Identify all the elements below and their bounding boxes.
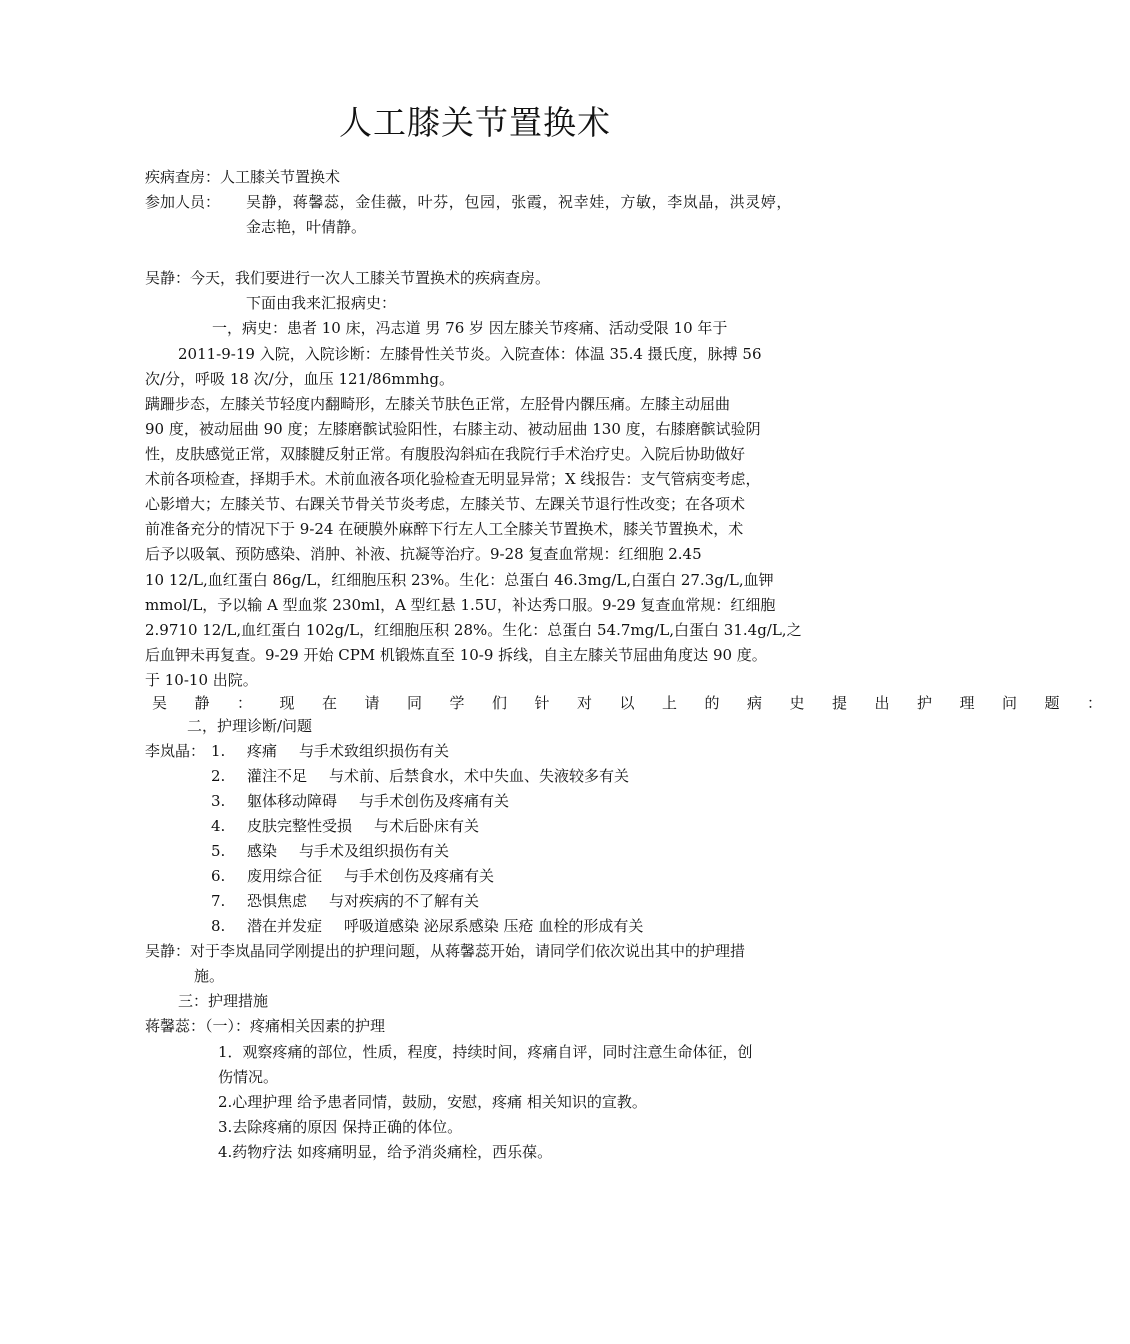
diagnosis-number: 1. <box>211 742 226 760</box>
measure-line: 3.去除疼痛的原因 保持正确的体位。 <box>218 1118 463 1136</box>
measures-intro: 蒋馨蕊：（一）：疼痛相关因素的护理 <box>145 1017 386 1035</box>
measure-line: 1．观察疼痛的部位，性质，程度，持续时间，疼痛自评，同时注意生命体征，创 <box>218 1043 753 1061</box>
diagnosis-number: 6. <box>211 867 226 885</box>
history-line: 次/分，呼吸 18 次/分，血压 121/86mmhg。 <box>145 370 454 388</box>
diagnosis-number: 4. <box>211 817 226 835</box>
measures-prompt-line2: 施。 <box>194 967 225 985</box>
history-line: 术前各项检查，择期手术。术前血液各项化验检查无明显异常；X 线报告：支气管病变考虑， <box>145 470 761 488</box>
history-line: 后予以吸氧、预防感染、消肿、补液、抗凝等治疗。9-28 复查血常规：红细胞 2.45 <box>145 545 702 563</box>
diagnosis-item <box>211 889 479 914</box>
history-line: 一，病史：患者 10 床，冯志道 男 76 岁 因左膝关节疼痛、活动受限 10 年于 <box>212 319 728 337</box>
measures-prompt-line1: 吴静：对于李岚晶同学刚提出的护理问题，从蒋馨蕊开始，请同学们依次说出其中的护理措 <box>145 942 746 960</box>
diagnosis-cause: 与手术创伤及疼痛有关 <box>344 867 495 885</box>
diagnosis-cause: 与术前、后禁食水，术中失血、失液较多有关 <box>329 767 630 785</box>
section2-heading: 二，护理诊断/问题 <box>187 717 313 735</box>
diagnosis-item <box>211 764 629 789</box>
diagnosis-name: 潜在并发症 <box>247 917 323 935</box>
diagnosis-name: 皮肤完整性受损 <box>247 817 353 835</box>
diagnosis-item <box>211 839 449 864</box>
participants-label: 参加人员： <box>145 193 221 211</box>
diagnosis-number: 7. <box>211 892 226 910</box>
diagnosis-cause: 与手术创伤及疼痛有关 <box>359 792 510 810</box>
diagnoses-speaker: 李岚晶： <box>145 742 206 760</box>
history-line: 2011-9-19 入院，入院诊断：左膝骨性关节炎。入院查体：体温 35.4 摄氏度，脉搏 56 <box>178 345 762 363</box>
diagnosis-name: 感染 <box>247 842 278 860</box>
section3-heading: 三：护理措施 <box>178 992 269 1010</box>
history-line: 蹒跚步态，左膝关节轻度内翻畸形，左膝关节肤色正常，左胫骨内髁压痛。左膝主动屈曲 <box>145 395 731 413</box>
history-line: 10 12/L,血红蛋白 86g/L，红细胞压积 23%。生化：总蛋白 46.3mg/L,白蛋白 27.3g/L,血钾 <box>145 571 774 589</box>
measure-line: 2.心理护理 给予患者同情，鼓励，安慰，疼痛 相关知识的宣教。 <box>218 1093 647 1111</box>
diagnosis-name: 躯体移动障碍 <box>247 792 338 810</box>
diagnosis-item <box>211 739 449 764</box>
problems-prompt: 吴静：现在请同学们针对以上的病史提出护理问题： <box>152 694 1130 712</box>
history-line: 90 度，被动屈曲 90 度；左膝磨髌试验阳性，右膝主动、被动屈曲 130 度，右膝磨髌试验阴 <box>145 420 761 438</box>
diagnosis-item <box>211 864 494 889</box>
diagnosis-name: 疼痛 <box>247 742 278 760</box>
history-line: 性，皮肤感觉正常，双膝腱反射正常。有腹股沟斜疝在我院行手术治疗史。入院后协助做好 <box>145 445 746 463</box>
diagnosis-number: 3. <box>211 792 226 810</box>
diagnosis-cause: 与对疾病的不了解有关 <box>329 892 480 910</box>
diagnosis-number: 2. <box>211 767 226 785</box>
diagnosis-item <box>211 789 509 814</box>
diagnosis-cause: 与手术及组织损伤有关 <box>299 842 450 860</box>
diagnosis-cause: 与术后卧床有关 <box>374 817 480 835</box>
intro-line2: 下面由我来汇报病史： <box>246 294 397 312</box>
intro-line1: 吴静：今天，我们要进行一次人工膝关节置换术的疾病查房。 <box>145 269 551 287</box>
history-line: 2.9710 12/L,血红蛋白 102g/L，红细胞压积 28%。生化：总蛋白 54.7mg/L,白蛋白 31.4g/L,之 <box>145 621 802 639</box>
topic-line: 疾病查房：人工膝关节置换术 <box>145 168 341 186</box>
history-line: mmol/L，予以输 A 型血浆 230ml，A 型红悬 1.5U，补达秀口服。9-29 复查血常规：红细胞 <box>145 596 776 614</box>
diagnosis-number: 5. <box>211 842 226 860</box>
participants-list-line2: 金志艳，叶倩静。 <box>246 218 367 236</box>
document-title: 人工膝关节置换术 <box>339 103 611 142</box>
measure-line: 伤情况。 <box>218 1068 279 1086</box>
diagnosis-cause: 呼吸道感染 泌尿系感染 压疮 血栓的形成有关 <box>344 917 644 935</box>
diagnosis-name: 灌注不足 <box>247 767 308 785</box>
diagnosis-item <box>211 814 479 839</box>
history-line: 于 10-10 出院。 <box>145 671 258 689</box>
diagnosis-item <box>211 914 643 939</box>
diagnosis-number: 8. <box>211 917 226 935</box>
history-line: 后血钾未再复查。9-29 开始 CPM 机锻炼直至 10-9 拆线，自主左膝关节屈曲角度达 90 度。 <box>145 646 767 664</box>
diagnosis-name: 恐惧焦虑 <box>247 892 308 910</box>
diagnosis-name: 废用综合征 <box>247 867 323 885</box>
measure-line: 4.药物疗法 如疼痛明显，给予消炎痛栓，西乐葆。 <box>218 1143 553 1161</box>
participants-list-line1: 吴静，蒋馨蕊，金佳薇，叶芬，包园，张霞，祝幸娃，方敏，李岚晶，洪灵婷， <box>246 193 793 211</box>
diagnosis-cause: 与手术致组织损伤有关 <box>299 742 450 760</box>
history-line: 前准备充分的情况下于 9-24 在硬膜外麻醉下行左人工全膝关节置换术，膝关节置换术，术 <box>145 520 744 538</box>
history-line: 心影增大；左膝关节、右踝关节骨关节炎考虑，左膝关节、左踝关节退行性改变；在各项术 <box>145 495 746 513</box>
